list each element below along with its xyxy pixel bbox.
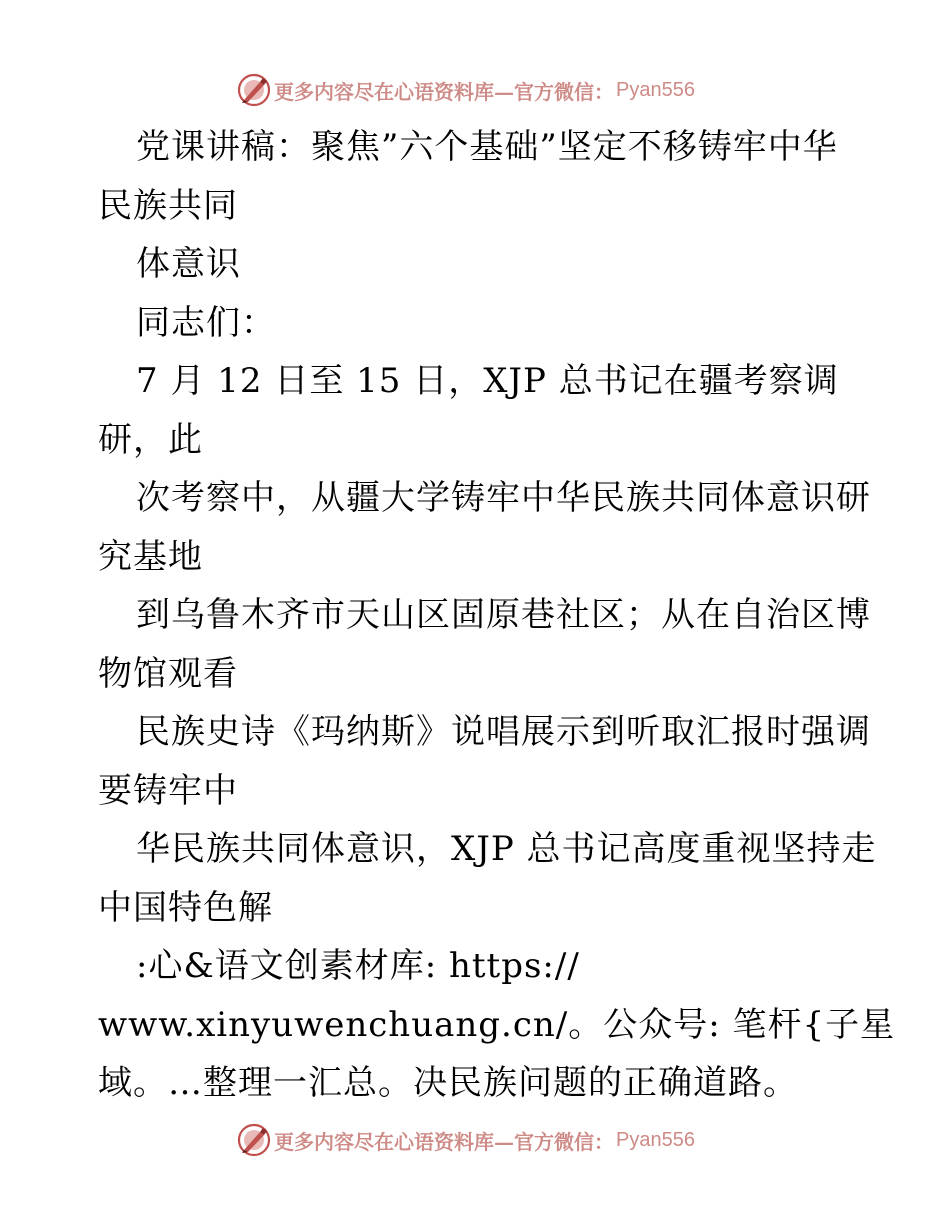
- text-line: 研，此: [98, 419, 203, 460]
- document-body: [98, 118, 896, 1113]
- watermark-text: 更多内容尽在心语资料库—官方微信：: [274, 1129, 614, 1154]
- header-watermark: [236, 72, 695, 108]
- text-line: 党课讲稿：聚焦”六个基础”坚定不移铸牢中华: [136, 127, 838, 167]
- footer-watermark: [236, 1122, 695, 1158]
- text-line: :心&语文创素材库: https://: [136, 946, 580, 986]
- text-line: 同志们：: [136, 302, 276, 343]
- text-line: 民族共同: [98, 185, 238, 226]
- pen-circle-logo-icon: [236, 1122, 272, 1158]
- text-line: 物馆观看: [98, 653, 238, 694]
- watermark-text: 更多内容尽在心语资料库—官方微信：: [274, 79, 614, 104]
- text-line: 华民族共同体意识，XJP 总书记高度重视坚持走: [136, 829, 877, 869]
- text-line: www.xinyuwenchuang.cn/。公众号: 笔杆{子星: [98, 1004, 896, 1045]
- text-line: 域。…整理一汇总。决民族问题的正确道路。: [98, 1063, 798, 1103]
- text-line: 次考察中，从疆大学铸牢中华民族共同体意识研: [136, 478, 871, 518]
- text-line: 7 月 12 日至 15 日，XJP 总书记在疆考察调: [136, 361, 839, 401]
- text-line: 要铸牢中: [98, 770, 238, 811]
- watermark-wechat-id: Pyan556: [616, 1128, 695, 1151]
- text-line: 究基地: [98, 536, 203, 577]
- text-line: 民族史诗《玛纳斯》说唱展示到听取汇报时强调: [136, 712, 871, 752]
- text-line: 中国特色解: [98, 887, 273, 928]
- text-line: 到乌鲁木齐市天山区固原巷社区；从在自治区博: [136, 595, 871, 635]
- pen-circle-logo-icon: [236, 72, 272, 108]
- text-line: 体意识: [136, 244, 241, 284]
- watermark-wechat-id: Pyan556: [616, 78, 695, 101]
